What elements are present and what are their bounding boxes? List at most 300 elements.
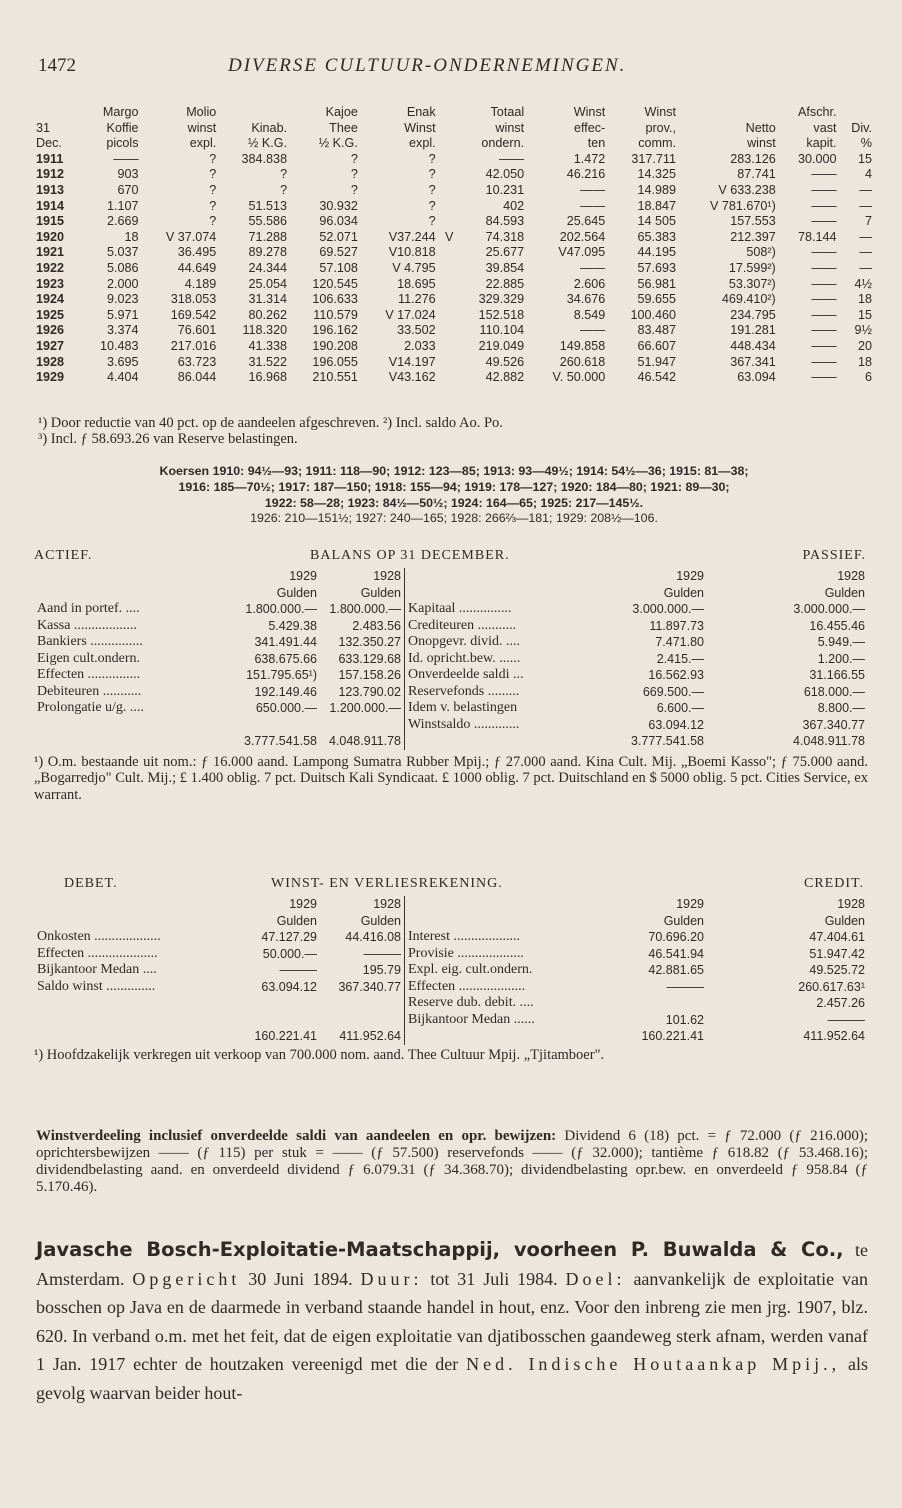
table-cell: Gulden <box>276 585 317 600</box>
table-cell: Gulden <box>360 585 401 600</box>
table-cell: 56.981 <box>637 276 677 291</box>
balans-title: BALANS OP 31 DECEMBER. <box>310 548 510 563</box>
table-cell: 46.542 <box>637 370 677 385</box>
table-cell: 1911 <box>36 151 64 166</box>
table-cell: 25.645 <box>566 214 606 229</box>
table-cell: 106.633 <box>312 292 358 307</box>
table-cell: 384.838 <box>241 151 288 166</box>
table-cell: 84.593 <box>485 214 525 229</box>
table-cell: Reserve dub. debit. .... <box>405 995 612 1012</box>
table-cell: picols <box>106 136 139 151</box>
table-cell: 57.108 <box>319 260 358 275</box>
table-row <box>34 199 874 215</box>
table-cell: ? <box>428 167 436 182</box>
table-cell: 34.676 <box>566 292 606 307</box>
table-cell: 670 <box>117 182 139 197</box>
table-row <box>34 152 874 168</box>
table-cell: V43.162 <box>388 370 436 385</box>
table-cell: winst <box>747 136 776 151</box>
table-cell: 7.471.80 <box>655 635 704 649</box>
company-entry <box>36 1236 868 1407</box>
table-cell: 3.000.000.— <box>632 602 704 616</box>
table-cell <box>405 568 612 585</box>
doel-label: Doel: <box>565 1268 626 1289</box>
table-cell <box>320 1012 405 1029</box>
table-cell: 2.606 <box>573 276 606 291</box>
table-cell: 1.800.000.— <box>329 602 401 616</box>
table-cell: 1929 <box>289 569 317 583</box>
table-cell: ? <box>350 167 358 182</box>
table-cell: 260.617.63¹ <box>798 979 865 994</box>
table-cell: 63.094.12 <box>261 979 317 994</box>
table-cell: ? <box>428 151 436 166</box>
table-cell: ? <box>209 151 217 166</box>
table-cell: 15 <box>857 307 872 322</box>
table-cell: 1929 <box>676 569 704 583</box>
table-cell: —— <box>811 198 837 213</box>
table-cell: V10.818 <box>388 245 436 260</box>
table-cell: —— <box>580 182 606 197</box>
table-cell: 63.094 <box>737 370 776 385</box>
table-row <box>34 651 868 668</box>
table-cell: Kinab. <box>251 120 288 135</box>
table-cell: 83.487 <box>637 323 677 338</box>
table-row <box>34 167 874 183</box>
table-cell: 123.790.02 <box>338 684 401 699</box>
table-cell: 66.607 <box>637 338 677 353</box>
table-cell: ½ K.G. <box>318 136 358 151</box>
table-cell: 86.044 <box>177 370 217 385</box>
table-cell: V 37.074 <box>165 229 217 244</box>
table-cell: 100.460 <box>630 307 677 322</box>
table-cell: 1923 <box>36 276 65 291</box>
table-row <box>34 995 868 1012</box>
table-cell: 1928 <box>373 569 401 583</box>
table-cell: 2.415.— <box>656 651 704 666</box>
table-cell: 101.62 <box>665 1012 704 1027</box>
table-row <box>34 568 868 585</box>
table-cell: Kassa .................. <box>37 617 137 633</box>
table-cell: 53.307²) <box>728 276 776 291</box>
table-cell: Bankiers ............... <box>37 634 143 649</box>
table-cell: 89.278 <box>248 245 288 260</box>
table-cell: comm. <box>638 136 677 151</box>
table-cell: ? <box>280 167 288 182</box>
table-cell: Reservefonds ......... <box>405 684 612 701</box>
table-cell: 210.551 <box>312 370 358 385</box>
table-cell: 3.000.000.— <box>793 602 865 616</box>
table-cell: 44.416.08 <box>345 930 401 944</box>
table-cell <box>34 717 230 734</box>
table-row <box>34 1028 868 1045</box>
table-cell: Onverdeelde saldi ... <box>405 667 612 684</box>
table-row <box>34 292 874 308</box>
table-cell: 63.094.12 <box>648 717 704 732</box>
table-cell: 202.564 <box>559 229 606 244</box>
table-cell: —— <box>811 260 837 275</box>
table-cell: 1920 <box>36 229 65 244</box>
table-cell: 42.882 <box>485 370 525 385</box>
table-cell: % <box>860 136 872 151</box>
table-cell: — <box>859 229 872 244</box>
table-cell: 18.695 <box>397 276 436 291</box>
balans-table <box>34 568 868 750</box>
table-cell <box>230 995 320 1012</box>
table-cell: 469.410²) <box>721 292 776 307</box>
table-cell <box>438 261 456 277</box>
table-cell: 18 <box>857 354 872 369</box>
table-row <box>34 370 874 386</box>
table-cell: V37.244 <box>388 229 436 244</box>
table-cell: V 781.670¹) <box>709 198 776 213</box>
table-cell: 16.455.46 <box>809 618 865 633</box>
table-cell: 69.527 <box>319 245 358 260</box>
table-cell <box>611 995 707 1012</box>
table-cell: 196.162 <box>312 323 358 338</box>
table-cell: 5.086 <box>107 260 139 275</box>
table-cell: 157.553 <box>730 214 776 229</box>
table-cell: Bijkantoor Medan ...... <box>405 1012 612 1029</box>
table-cell <box>218 105 289 121</box>
table-cell: 1928 <box>837 569 865 583</box>
balans-right-title: PASSIEF. <box>802 548 866 563</box>
table-cell: 1927 <box>36 338 65 353</box>
table-row <box>34 946 868 963</box>
table-cell: —— <box>498 151 525 166</box>
table-cell: 1921 <box>36 245 65 260</box>
table-cell <box>34 896 230 913</box>
table-row <box>34 667 868 684</box>
winst-note: ¹) Hoofdzakelijk verkregen uit verkoop van 700.000 nom. aand. Thee Cultuur Mpij. „Tjitamboer". <box>34 1046 605 1063</box>
table-cell: Winst <box>644 105 677 119</box>
table-cell: Gulden <box>276 913 317 928</box>
table-cell: 10.231 <box>485 182 525 197</box>
table-cell: — <box>859 182 872 197</box>
table-cell: 31.314 <box>248 292 288 307</box>
table-cell: 2.000 <box>107 276 139 291</box>
table-cell: 18 <box>124 229 139 244</box>
table-cell: 8.800.— <box>817 701 865 715</box>
table-header-row <box>34 121 874 137</box>
table-row <box>34 230 874 246</box>
table-cell: ——— <box>279 963 317 977</box>
table-cell: 1922 <box>36 260 65 275</box>
table-cell: —— <box>811 167 837 182</box>
table-cell: vast <box>813 120 837 135</box>
table-cell: ½ K.G. <box>247 136 288 151</box>
table-cell: Dec. <box>36 136 62 151</box>
table-cell: 1915 <box>36 214 65 229</box>
table-cell: 195.79 <box>362 963 401 977</box>
table-cell: —— <box>811 182 837 197</box>
table-cell <box>405 896 612 913</box>
table-cell <box>438 214 456 230</box>
stats-footnote-2: ³) Incl. ƒ 58.693.26 van Reserve belastingen. <box>38 431 298 447</box>
table-cell <box>438 105 456 121</box>
table-cell: 70.696.20 <box>648 930 704 944</box>
table-cell: Provisie ................... <box>405 946 612 963</box>
table-cell: 341.491.44 <box>254 635 317 649</box>
table-cell: Gulden <box>824 913 865 928</box>
table-cell: 367.340.77 <box>338 979 401 994</box>
duur-value: tot 31 Juli 1984. <box>430 1268 558 1289</box>
table-cell: 44.195 <box>637 245 677 260</box>
table-cell: Onkosten ................... <box>37 929 161 944</box>
koersen <box>38 464 870 527</box>
table-cell: 8.549 <box>573 307 606 322</box>
table-cell <box>438 136 456 152</box>
winstverdeeling-text: Dividend 6 (18) pct. = ƒ 72.000 (ƒ 216.000); oprichtersbewijzen —— (ƒ 115) per stuk = —— (ƒ 57.500) reservefonds —— (ƒ 32.000); tantième ƒ 618.82 (ƒ 53.468.16); dividendbelasting aand. en onverdeeld dividend ƒ 6.079.31 (ƒ 34.368.70); dividendbelasting opr.bew. en onverdeeld ƒ 958.84 (ƒ 5.170.46). <box>36 1128 868 1195</box>
table-cell <box>438 339 456 355</box>
table-row <box>34 261 874 277</box>
table-cell <box>438 152 456 168</box>
table-cell: — <box>859 245 872 260</box>
table-cell: 16.562.93 <box>648 668 704 682</box>
winst-left-title: DEBET. <box>64 876 118 891</box>
table-cell: 217.016 <box>170 338 217 353</box>
table-cell: Molio <box>186 105 217 119</box>
table-cell: 14.325 <box>637 167 677 182</box>
table-cell: Expl. eig. cult.ondern. <box>405 962 612 979</box>
table-cell: 411.952.64 <box>339 1029 401 1043</box>
table-cell: winst <box>187 120 217 135</box>
statistics-table <box>34 105 874 386</box>
table-cell: 5.971 <box>107 307 139 322</box>
table-cell: 49.525.72 <box>809 963 865 977</box>
table-cell: 9½ <box>854 323 872 338</box>
table-cell: 11.897.73 <box>649 618 704 633</box>
table-cell: 33.502 <box>397 323 436 338</box>
table-row <box>34 733 868 750</box>
stats-footnote-1: ¹) Door reductie van 40 pct. op de aandeelen afgeschreven. ²) Incl. saldo Ao. Po. <box>38 415 503 431</box>
table-cell: 157.158.26 <box>338 668 401 682</box>
table-row <box>34 339 874 355</box>
table-cell: 20 <box>857 338 872 353</box>
table-cell: Gulden <box>824 585 865 600</box>
table-cell: —— <box>811 354 837 369</box>
table-cell: 1926 <box>36 323 65 338</box>
table-cell: 1929 <box>289 897 317 911</box>
table-row <box>34 355 874 371</box>
table-row <box>34 684 868 701</box>
table-cell: 1912 <box>36 167 65 182</box>
table-cell: prov., <box>645 120 677 135</box>
table-row <box>34 717 868 734</box>
table-cell: 74.318 <box>485 229 525 244</box>
table-cell: Thee <box>329 120 358 135</box>
table-row <box>34 308 874 324</box>
table-cell: 55.586 <box>248 214 288 229</box>
table-cell: 96.034 <box>319 214 358 229</box>
table-cell: 132.350.27 <box>338 635 401 649</box>
winst-right-title: CREDIT. <box>803 876 864 891</box>
table-cell <box>34 733 230 750</box>
table-cell: Gulden <box>360 913 401 928</box>
table-cell: Margo <box>102 105 139 119</box>
table-cell: V. 50.000 <box>552 370 606 385</box>
table-cell: —— <box>580 260 606 275</box>
table-cell: 4.048.911.78 <box>328 734 401 748</box>
table-cell: 46.216 <box>566 167 606 182</box>
table-cell: 2.669 <box>107 214 139 229</box>
opgericht-label: Opgericht <box>132 1268 241 1289</box>
table-cell: ? <box>428 214 436 229</box>
table-cell: 367.340.77 <box>802 717 865 732</box>
table-cell: 51.947 <box>637 354 677 369</box>
table-cell: ? <box>209 198 217 213</box>
table-cell: Bijkantoor Medan .... <box>37 962 157 977</box>
table-cell: 1924 <box>36 292 65 307</box>
opgericht-value: 30 Juni 1894. <box>248 1268 353 1289</box>
koersen-label: Koersen <box>159 464 210 478</box>
table-cell: —— <box>811 245 837 260</box>
table-cell: 1928 <box>837 897 865 911</box>
table-cell: 39.854 <box>485 260 525 275</box>
table-cell: 6.600.— <box>656 701 704 715</box>
table-cell: 17.599²) <box>728 260 776 275</box>
balans-note: ¹) O.m. bestaande uit nom.: ƒ 16.000 aand. Lampong Sumatra Rubber Mpij.; ƒ 27.000 aand. Kina Cult. Mij. „Boemi Kasso"; ƒ 75.000 aand. „Bogarredjo" Cult. Mij.; £ 1.400 oblig. 7 pct. Duitsch Kali Syndicaat. £ 1000 oblig. 7 pct. Duitschland en $ 5000 oblig. 5 pct. Cities Service, ex warrant. <box>34 753 868 803</box>
table-cell: 36.495 <box>177 245 217 260</box>
table-cell: 31.166.55 <box>809 668 865 682</box>
table-cell: 50.000.— <box>262 946 317 961</box>
table-cell: ? <box>428 198 436 213</box>
table-cell: 160.221.41 <box>254 1029 317 1043</box>
table-cell: Aand in portef. .... <box>37 601 140 616</box>
table-cell: 11.276 <box>398 292 436 307</box>
table-cell: 2.483.56 <box>352 618 401 633</box>
ned-indische-houtaankap: Ned. Indische Houtaankap Mpij., <box>466 1354 841 1374</box>
table-cell: 22.885 <box>485 276 525 291</box>
table-cell: 42.050 <box>485 167 525 182</box>
table-cell: 329.329 <box>478 292 525 307</box>
table-cell: 59.655 <box>637 292 677 307</box>
table-cell: 638.675.66 <box>254 651 317 666</box>
table-cell: 192.149.46 <box>254 684 317 699</box>
table-cell: —— <box>811 370 837 385</box>
table-cell: 1925 <box>36 307 65 322</box>
table-cell: 669.500.— <box>642 684 704 699</box>
table-cell: 30.932 <box>319 198 358 213</box>
table-cell: 1928 <box>373 897 401 911</box>
koersen-line-3: 1922: 58—28; 1923: 84½—50½; 1924: 164—65; 1925: 217—145½. <box>264 495 644 510</box>
table-cell: Effecten ............... <box>37 667 141 682</box>
table-row <box>34 929 868 946</box>
table-cell <box>34 995 230 1012</box>
table-cell: 1914 <box>36 198 65 213</box>
table-cell: Prolongatie u/g. .... <box>37 700 144 715</box>
table-cell: Winst <box>404 120 436 135</box>
table-cell: 190.208 <box>312 338 358 353</box>
table-cell: 6 <box>864 370 872 385</box>
table-cell <box>34 1028 230 1045</box>
table-row <box>34 245 874 261</box>
table-cell <box>34 585 230 602</box>
table-cell: 169.542 <box>170 307 217 322</box>
table-cell: Gulden <box>663 913 704 928</box>
table-row <box>34 634 868 651</box>
table-cell: ten <box>587 136 606 151</box>
table-cell: —— <box>811 214 837 229</box>
table-cell: V14.197 <box>388 354 436 369</box>
table-cell: ? <box>428 182 436 197</box>
table-cell: winst <box>495 120 525 135</box>
table-cell: 65.383 <box>637 229 677 244</box>
table-cell: 4.404 <box>107 370 139 385</box>
table-cell: kapit. <box>806 136 837 151</box>
table-cell: 25.677 <box>485 245 525 260</box>
table-cell: 318.053 <box>170 292 217 307</box>
table-cell: 41.338 <box>248 338 288 353</box>
table-cell <box>438 308 456 324</box>
company-name: Javasche Bosch-Exploitatie-Maatschappij, voorheen P. Buwalda & Co., <box>36 1238 844 1261</box>
running-title: DIVERSE CULTUUR-ONDERNEMINGEN. <box>228 55 627 76</box>
duur-label: Duur: <box>360 1268 423 1289</box>
table-cell: Kapitaal ............... <box>405 601 612 618</box>
table-cell: 152.518 <box>478 307 525 322</box>
table-cell: Interest ................... <box>405 929 612 946</box>
table-cell: 110.579 <box>313 307 358 322</box>
table-cell: 118.320 <box>242 323 288 338</box>
balans-left-title: ACTIEF. <box>34 548 93 563</box>
table-cell: 151.795.65¹) <box>246 668 317 682</box>
table-cell: Saldo winst .............. <box>37 978 156 994</box>
table-cell: Afschr. <box>798 105 837 119</box>
table-cell: —— <box>811 323 837 338</box>
table-cell: —— <box>580 323 606 338</box>
table-cell: ? <box>280 182 288 197</box>
table-cell <box>438 277 456 293</box>
table-cell: 411.952.64 <box>803 1029 865 1043</box>
table-cell: 283.126 <box>730 151 776 166</box>
table-row <box>34 601 868 618</box>
table-cell: 87.741 <box>737 167 776 182</box>
table-cell: 14.989 <box>637 182 677 197</box>
table-cell: Koffie <box>106 120 139 135</box>
table-cell: ? <box>209 182 217 197</box>
table-cell <box>438 370 456 386</box>
table-row <box>34 979 868 996</box>
company-location: te Amsterdam. <box>36 1240 869 1289</box>
winst-table <box>34 896 868 1045</box>
table-cell: V <box>444 229 454 244</box>
table-cell: 51.947.42 <box>809 946 865 961</box>
table-cell: 1.200.— <box>817 651 865 666</box>
table-cell: 63.723 <box>177 354 217 369</box>
table-cell: 402 <box>503 198 525 213</box>
table-cell: Kajoe <box>325 105 358 119</box>
table-cell <box>438 121 456 137</box>
table-cell: ? <box>209 214 217 229</box>
table-cell: 196.055 <box>312 354 358 369</box>
table-cell: ——— <box>827 1012 865 1027</box>
table-cell: 618.000.— <box>803 684 865 699</box>
table-cell: 5.037 <box>107 245 139 260</box>
table-cell: 7 <box>864 214 872 229</box>
table-cell: —— <box>811 307 837 322</box>
table-cell: 317.711 <box>631 151 677 166</box>
table-cell: 52.071 <box>319 229 358 244</box>
table-cell: Crediteuren ........... <box>405 618 612 635</box>
winstverdeeling-heading: Winstverdeeling inclusief onverdeelde saldi van aandeelen en opr. bewijzen: <box>36 1128 557 1144</box>
table-cell: 5.949.— <box>817 635 865 649</box>
table-row <box>34 585 868 602</box>
table-cell: 1.472 <box>573 151 606 166</box>
table-cell: 4 <box>864 167 872 182</box>
table-cell: 3.374 <box>107 323 139 338</box>
table-cell: ? <box>209 167 217 182</box>
table-cell: 3.777.541.58 <box>244 734 317 748</box>
table-cell: 76.601 <box>177 323 217 338</box>
